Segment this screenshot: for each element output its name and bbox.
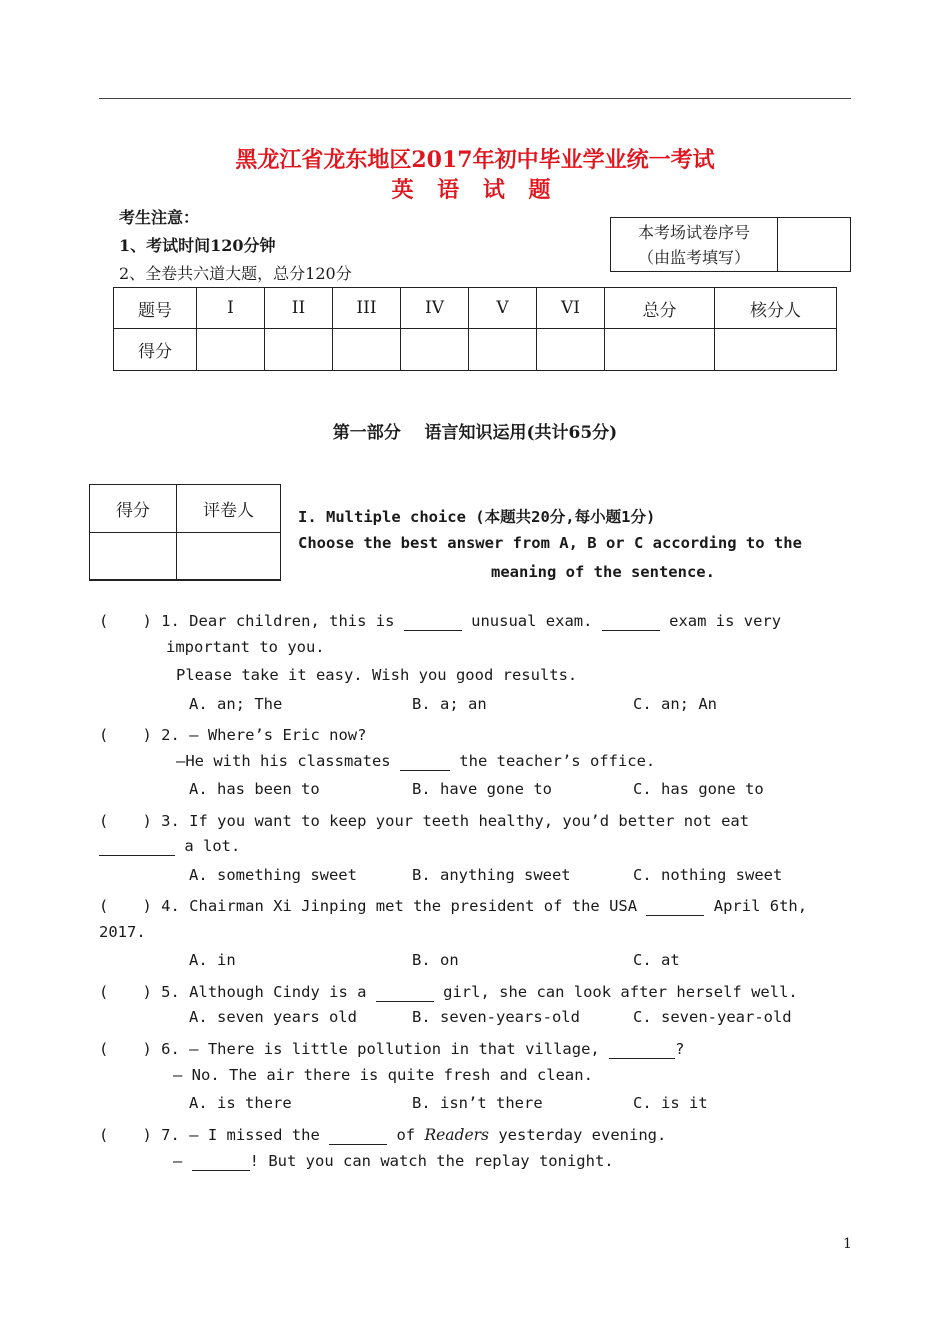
question-4 — [99, 894, 807, 916]
grader-score-field[interactable] — [90, 533, 177, 581]
q6-line2: — No. The air there is quite fresh and clean. — [173, 1066, 593, 1084]
question-5 — [99, 980, 798, 1002]
score-table-col-total: 总分 — [605, 288, 715, 329]
score-cell[interactable] — [537, 329, 605, 371]
score-table-col-checker: 核分人 — [715, 288, 837, 329]
q4-text-end: April 6th, — [704, 897, 808, 915]
q3-text-end: a lot. — [175, 837, 241, 855]
q3-option-a[interactable]: A. something sweet — [189, 866, 357, 884]
seat-number-field[interactable] — [778, 218, 851, 272]
q2-line2 — [176, 752, 655, 771]
q6-option-b[interactable]: B. isn’t there — [412, 1094, 543, 1112]
section-instruction-line1: Choose the best answer from A, B or C according to the — [298, 534, 802, 552]
question-2: ( ) 2. — Where’s Eric now? — [99, 726, 367, 744]
q5-blank[interactable] — [376, 983, 434, 1002]
q1-blank-1[interactable] — [404, 612, 462, 631]
score-cell[interactable] — [605, 329, 715, 371]
question-3: ( ) 3. If you want to keep your teeth healthy, you’d better not eat — [99, 812, 750, 830]
notice-item-1: 1、考试时间120分钟 — [119, 236, 276, 255]
top-rule — [99, 98, 851, 99]
q4-option-b[interactable]: B. on — [412, 951, 459, 969]
score-cell[interactable] — [265, 329, 333, 371]
score-table-col-iv: IV — [401, 288, 469, 329]
q5-option-c[interactable]: C. seven-year-old — [633, 1008, 792, 1026]
q4-option-c[interactable]: C. at — [633, 951, 680, 969]
q6-blank[interactable] — [609, 1040, 675, 1059]
q2-option-c[interactable]: C. has gone to — [633, 780, 764, 798]
question-1 — [99, 609, 781, 631]
q2-option-a[interactable]: A. has been to — [189, 780, 320, 798]
exam-subtitle: 英 语 试 题 — [391, 177, 559, 203]
q7-text-end: yesterday evening. — [489, 1126, 667, 1144]
q2-blank[interactable] — [400, 752, 450, 771]
score-table — [113, 287, 837, 371]
q6-option-c[interactable]: C. is it — [633, 1094, 708, 1112]
part-title: 第一部分 语言知识运用(共计65分) — [332, 423, 618, 443]
score-cell[interactable] — [197, 329, 265, 371]
q1-line2: important to you. — [166, 638, 325, 656]
q7-dash: — — [173, 1152, 192, 1170]
seat-number-label-line2: （由监考填写） — [637, 247, 750, 267]
score-cell[interactable] — [333, 329, 401, 371]
question-7 — [99, 1123, 666, 1145]
score-cell[interactable] — [715, 329, 837, 371]
seat-number-label-line1: 本考场试卷序号 — [637, 222, 750, 242]
q1-option-a[interactable]: A. an; The — [189, 695, 283, 713]
page-number: 1 — [843, 1236, 852, 1252]
q1-option-c[interactable]: C. an; An — [633, 695, 717, 713]
q1-text: ( ) 1. Dear children, this is — [99, 612, 404, 630]
q7-text: ( ) 7. — I missed the — [99, 1126, 330, 1144]
q3-option-c[interactable]: C. nothing sweet — [633, 866, 783, 884]
exam-title: 黑龙江省龙东地区2017年初中毕业学业统一考试 — [235, 147, 715, 173]
q3-option-b[interactable]: B. anything sweet — [412, 866, 571, 884]
q2-text-end: the teacher’s office. — [449, 752, 656, 770]
q6-option-a[interactable]: A. is there — [189, 1094, 292, 1112]
seat-number-label — [611, 218, 778, 272]
q1-text-mid: unusual exam. — [461, 612, 602, 630]
q7-blank-2[interactable] — [192, 1152, 250, 1171]
q5-text: ( ) 5. Although Cindy is a — [99, 983, 376, 1001]
section-instruction-line2: meaning of the sentence. — [491, 563, 715, 581]
q1-line3: Please take it easy. Wish you good results. — [176, 666, 578, 684]
q4-line2: 2017. — [99, 923, 146, 941]
score-table-col-v: V — [469, 288, 537, 329]
score-table-col-ii: II — [265, 288, 333, 329]
q1-text-end: exam is very — [659, 612, 782, 630]
notice-item-2: 2、全卷共六道大题，总分120分 — [119, 264, 352, 283]
q5-text-end: girl, she can look after herself well. — [433, 983, 798, 1001]
q5-option-a[interactable]: A. seven years old — [189, 1008, 357, 1026]
q4-blank[interactable] — [646, 897, 704, 916]
q4-text: ( ) 4. Chairman Xi Jinping met the president of the USA — [99, 897, 647, 915]
seat-number-box — [610, 217, 851, 272]
q4-option-a[interactable]: A. in — [189, 951, 236, 969]
section-heading: I. Multiple choice (本题共20分,每小题1分) — [298, 508, 656, 526]
q3-blank[interactable] — [99, 837, 175, 856]
notice-heading: 考生注意： — [119, 208, 200, 227]
q2-option-b[interactable]: B. have gone to — [412, 780, 552, 798]
q7-text-mid: of — [387, 1126, 425, 1144]
score-table-score-label: 得分 — [114, 329, 197, 371]
q6-text-end: ? — [675, 1040, 685, 1058]
q3-line2 — [99, 837, 240, 856]
score-cell[interactable] — [401, 329, 469, 371]
score-table-col-iii: III — [333, 288, 401, 329]
score-cell[interactable] — [469, 329, 537, 371]
score-table-col-i: I — [197, 288, 265, 329]
q7-blank-1[interactable] — [329, 1126, 387, 1145]
q7-line2 — [173, 1152, 614, 1171]
q7-text-end-2: ! But you can watch the replay tonight. — [249, 1152, 614, 1170]
q5-option-b[interactable]: B. seven-years-old — [412, 1008, 580, 1026]
score-table-header-label: 题号 — [114, 288, 197, 329]
q7-magazine-title: Readers — [424, 1126, 490, 1144]
q1-option-b[interactable]: B. a; an — [412, 695, 487, 713]
question-6 — [99, 1037, 684, 1059]
grader-score-label: 得分 — [90, 485, 177, 533]
grader-name-field[interactable] — [177, 533, 281, 581]
score-table-col-vi: VI — [537, 288, 605, 329]
q2-text: —He with his classmates — [176, 752, 400, 770]
q6-text: ( ) 6. — There is little pollution in that village, — [99, 1040, 610, 1058]
grader-name-label: 评卷人 — [177, 485, 281, 533]
grader-box — [89, 484, 281, 581]
q1-blank-2[interactable] — [602, 612, 660, 631]
